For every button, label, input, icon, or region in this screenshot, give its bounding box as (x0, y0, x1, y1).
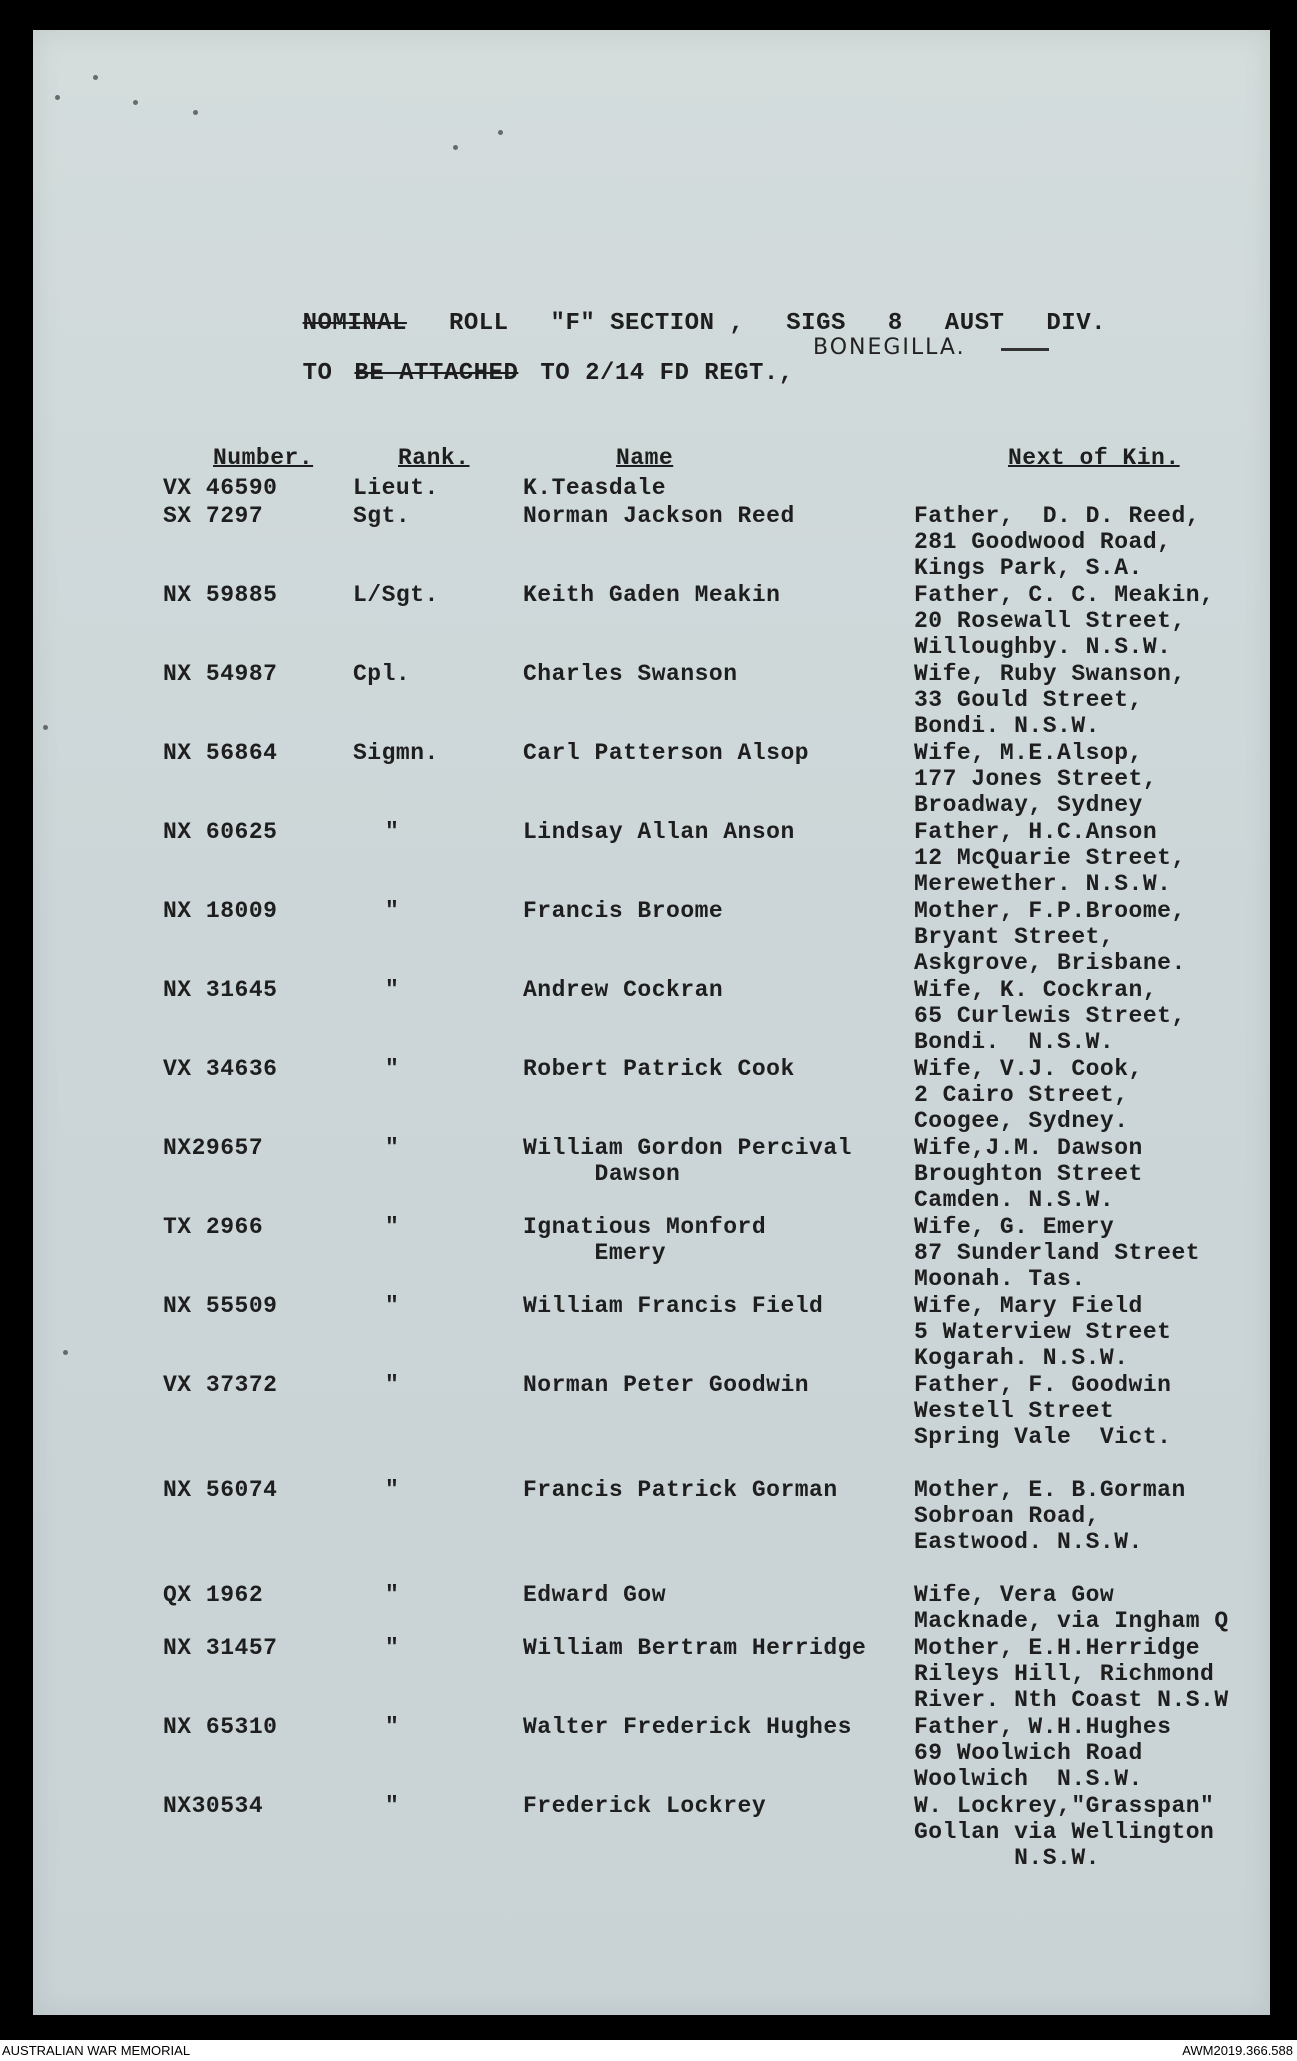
soldier-name: Lindsay Allan Anson (523, 819, 795, 845)
header-next-of-kin: Next of Kin. (1008, 445, 1180, 471)
soldier-name: Francis Patrick Gorman (523, 1477, 838, 1503)
ink-speck (453, 145, 458, 150)
next-of-kin-line: Father, W.H.Hughes (914, 1714, 1172, 1740)
rank: L/Sgt. (353, 582, 439, 608)
service-number: SX 7297 (163, 503, 264, 529)
footer-bar (0, 2040, 1297, 2061)
title-word: 8 (887, 310, 903, 337)
next-of-kin-line: Camden. N.S.W. (914, 1187, 1115, 1213)
title-word: TO (302, 360, 333, 387)
service-number: NX 55509 (163, 1293, 278, 1319)
service-number: NX 54987 (163, 661, 278, 687)
soldier-name: Carl Patterson Alsop (523, 740, 810, 766)
next-of-kin-line: Wife, G. Emery (914, 1214, 1115, 1240)
next-of-kin-line: Father, D. D. Reed, (914, 503, 1201, 529)
ink-speck (498, 130, 503, 135)
next-of-kin-line: Father, F. Goodwin (914, 1372, 1172, 1398)
title-word: SIGS (786, 310, 846, 337)
next-of-kin-line: Westell Street (914, 1398, 1115, 1424)
strike-line (1001, 348, 1049, 351)
service-number: NX 65310 (163, 1714, 278, 1740)
soldier-name: Frederick Lockrey (523, 1793, 767, 1819)
rank: " (385, 1372, 400, 1398)
soldier-name: Walter Frederick Hughes (523, 1714, 852, 1740)
rank: " (385, 1793, 400, 1819)
next-of-kin-line: River. Nth Coast N.S.W (914, 1687, 1229, 1713)
soldier-name: Ignatious Monford (523, 1214, 767, 1240)
next-of-kin-line: Wife, K. Cockran, (914, 977, 1158, 1003)
next-of-kin-line: Father, C. C. Meakin, (914, 582, 1215, 608)
next-of-kin-line: Sobroan Road, (914, 1503, 1100, 1529)
soldier-name: Robert Patrick Cook (523, 1056, 795, 1082)
next-of-kin-line: Willoughby. N.S.W. (914, 634, 1172, 660)
rank: " (385, 1135, 400, 1161)
next-of-kin-line: 281 Goodwood Road, (914, 529, 1172, 555)
footer-left: AUSTRALIAN WAR MEMORIAL (2, 2043, 191, 2058)
next-of-kin-line: Wife, Mary Field (914, 1293, 1143, 1319)
next-of-kin-line: Wife,J.M. Dawson (914, 1135, 1143, 1161)
next-of-kin-line: Wife, Vera Gow (914, 1582, 1115, 1608)
ink-speck (93, 75, 98, 80)
next-of-kin-line: Spring Vale Vict. (914, 1424, 1172, 1450)
service-number: NX29657 (163, 1135, 264, 1161)
service-number: NX 31457 (163, 1635, 278, 1661)
next-of-kin-line: Macknade, via Ingham Q (914, 1608, 1229, 1634)
soldier-name: William Francis Field (523, 1293, 824, 1319)
soldier-name: Norman Jackson Reed (523, 503, 795, 529)
service-number: NX 56864 (163, 740, 278, 766)
next-of-kin-line: 177 Jones Street, (914, 766, 1158, 792)
title-word: TO 2/14 FD REGT., (540, 360, 794, 387)
header-name: Name (616, 445, 674, 471)
footer-right: AWM2019.366.588 (1182, 2043, 1293, 2058)
soldier-name: K.Teasdale (523, 475, 667, 501)
soldier-name: Edward Gow (523, 1582, 667, 1608)
next-of-kin-line: Father, H.C.Anson (914, 819, 1158, 845)
service-number: NX 18009 (163, 898, 278, 924)
rank: " (385, 1582, 400, 1608)
soldier-name: Francis Broome (523, 898, 724, 924)
rank: " (385, 1056, 400, 1082)
service-number: QX 1962 (163, 1582, 264, 1608)
next-of-kin-line: Coogee, Sydney. (914, 1108, 1129, 1134)
title-word: ROLL (448, 310, 509, 337)
handwritten-note: BONEGILLA. (813, 335, 966, 360)
title-word: AUST (944, 310, 1005, 337)
ink-speck (43, 725, 48, 730)
rank: " (385, 1214, 400, 1240)
next-of-kin-line: Rileys Hill, Richmond (914, 1661, 1215, 1687)
next-of-kin-line: W. Lockrey,"Grasspan" (914, 1793, 1215, 1819)
next-of-kin-line: 12 McQuarie Street, (914, 845, 1186, 871)
next-of-kin-line: Merewether. N.S.W. (914, 871, 1172, 897)
soldier-name: Andrew Cockran (523, 977, 724, 1003)
next-of-kin-line: Bondi. N.S.W. (914, 1029, 1115, 1055)
document-page (33, 30, 1270, 2015)
next-of-kin-line: Mother, F.P.Broome, (914, 898, 1186, 924)
soldier-name: Emery (523, 1240, 667, 1266)
rank: " (385, 977, 400, 1003)
soldier-name: William Gordon Percival (523, 1135, 852, 1161)
header-number: Number. (213, 445, 314, 471)
next-of-kin-line: Eastwood. N.S.W. (914, 1529, 1143, 1555)
next-of-kin-line: Kogarah. N.S.W. (914, 1345, 1129, 1371)
title-struck-text: BE ATTACHED (354, 360, 519, 387)
next-of-kin-line: Bondi. N.S.W. (914, 713, 1100, 739)
service-number: NX 31645 (163, 977, 278, 1003)
service-number: NX30534 (163, 1793, 264, 1819)
next-of-kin-line: Wife, M.E.Alsop, (914, 740, 1143, 766)
service-number: NX 59885 (163, 582, 278, 608)
next-of-kin-line: 65 Curlewis Street, (914, 1003, 1186, 1029)
next-of-kin-line: Mother, E.H.Herridge (914, 1635, 1201, 1661)
next-of-kin-line: 2 Cairo Street, (914, 1082, 1129, 1108)
rank: " (385, 819, 400, 845)
soldier-name: Keith Gaden Meakin (523, 582, 781, 608)
next-of-kin-line: 5 Waterview Street (914, 1319, 1172, 1345)
rank: " (385, 898, 400, 924)
next-of-kin-line: Wife, V.J. Cook, (914, 1056, 1143, 1082)
next-of-kin-line: Askgrove, Brisbane. (914, 950, 1186, 976)
title-word: NOMINAL (302, 310, 407, 337)
header-rank: Rank. (398, 445, 470, 471)
next-of-kin-line: 33 Gould Street, (914, 687, 1143, 713)
next-of-kin-line: 20 Rosewall Street, (914, 608, 1186, 634)
next-of-kin-line: Mother, E. B.Gorman (914, 1477, 1186, 1503)
next-of-kin-line: Broughton Street (914, 1161, 1143, 1187)
ink-speck (133, 100, 138, 105)
soldier-name: Dawson (523, 1161, 681, 1187)
service-number: NX 56074 (163, 1477, 278, 1503)
title-word: DIV. (1046, 310, 1107, 337)
soldier-name: Charles Swanson (523, 661, 738, 687)
soldier-name: William Bertram Herridge (523, 1635, 867, 1661)
rank: " (385, 1635, 400, 1661)
next-of-kin-line: Moonah. Tas. (914, 1266, 1086, 1292)
service-number: NX 60625 (163, 819, 278, 845)
next-of-kin-line: 87 Sunderland Street (914, 1240, 1201, 1266)
title-line-2 (243, 335, 794, 413)
rank: Lieut. (353, 475, 439, 501)
next-of-kin-line: Wife, Ruby Swanson, (914, 661, 1186, 687)
service-number: VX 37372 (163, 1372, 278, 1398)
ink-speck (55, 95, 60, 100)
rank: " (385, 1477, 400, 1503)
title-word: "F" SECTION , (550, 310, 745, 337)
service-number: VX 34636 (163, 1056, 278, 1082)
ink-speck (63, 1350, 68, 1355)
rank: Sgt. (353, 503, 411, 529)
rank: " (385, 1293, 400, 1319)
rank: Cpl. (353, 661, 411, 687)
next-of-kin-line: Bryant Street, (914, 924, 1115, 950)
service-number: VX 46590 (163, 475, 278, 501)
rank: Sigmn. (353, 740, 439, 766)
next-of-kin-line: Kings Park, S.A. (914, 555, 1143, 581)
next-of-kin-line: N.S.W. (914, 1845, 1100, 1871)
soldier-name: Norman Peter Goodwin (523, 1372, 810, 1398)
next-of-kin-line: 69 Woolwich Road (914, 1740, 1143, 1766)
rank: " (385, 1714, 400, 1740)
next-of-kin-line: Gollan via Wellington (914, 1819, 1215, 1845)
next-of-kin-line: Woolwich N.S.W. (914, 1766, 1143, 1792)
service-number: TX 2966 (163, 1214, 264, 1240)
next-of-kin-line: Broadway, Sydney (914, 792, 1143, 818)
ink-speck (193, 110, 198, 115)
